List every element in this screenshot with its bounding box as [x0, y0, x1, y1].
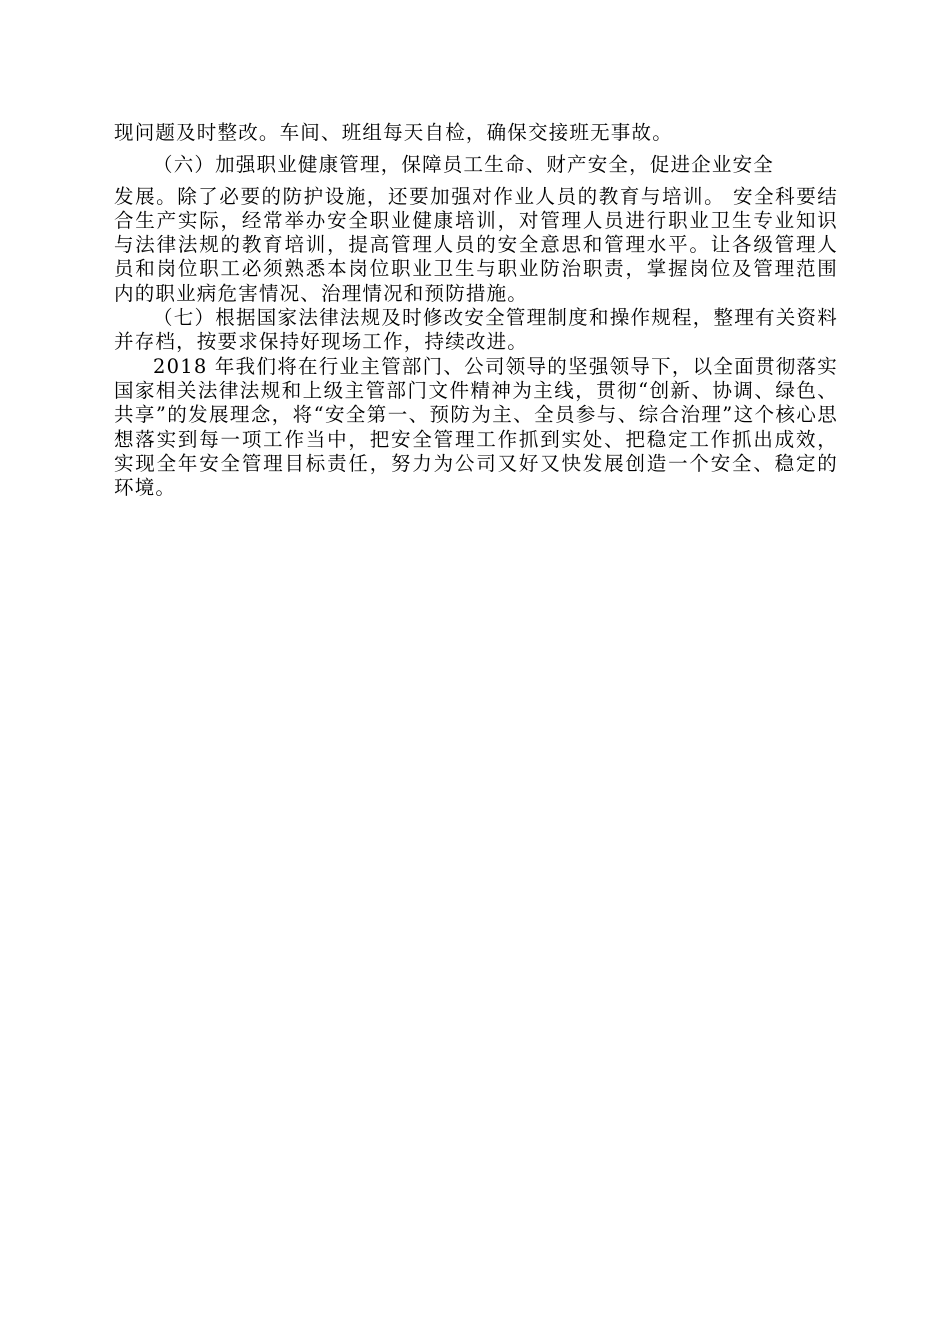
paragraph-continued: 现问题及时整改。车间、班组每天自检，确保交接班无事故。 — [114, 121, 673, 144]
paragraph-six-body: 发展。除了必要的防护设施，还要加强对作业人员的教育与培训。 安全科要结合生产实际，经常举办安全职业健康培训，对管理人员进行职业卫生专业知识与法律法规的教育培训，提高管理人员的安全意思和管理水平。让各级管理人员和岗位职工必须熟悉本岗位职业卫生与职业防治职责，掌握岗位及管理范围内的职业病危害情况、治理情况和预防措施。 — [114, 184, 838, 305]
paragraph-six — [114, 153, 838, 306]
paragraph-seven: （七）根据国家法律法规及时修改安全管理制度和操作规程，整理有关资料并存档，按要求保持好现场工作，持续改进。 — [114, 306, 838, 354]
document-body — [114, 121, 838, 500]
paragraph-six-lead: （六）加强职业健康管理，保障员工生命、财产安全，促进企业安全 — [153, 153, 775, 177]
paragraph-2018-plan: 2018 年我们将在行业主管部门、公司领导的坚强领导下，以全面贯彻落实国家相关法律法规和上级主管部门文件精神为主线，贯彻“创新、协调、绿色、共享”的发展理念，将“安全第一、预防为主、全员参与、综合治理”这个核心思想落实到每一项工作当中，把安全管理工作抓到实处、把稳定工作抓出成效，实现全年安全管理目标责任，努力为公司又好又快发展创造一个安全、稳定的环境。 — [114, 354, 838, 500]
